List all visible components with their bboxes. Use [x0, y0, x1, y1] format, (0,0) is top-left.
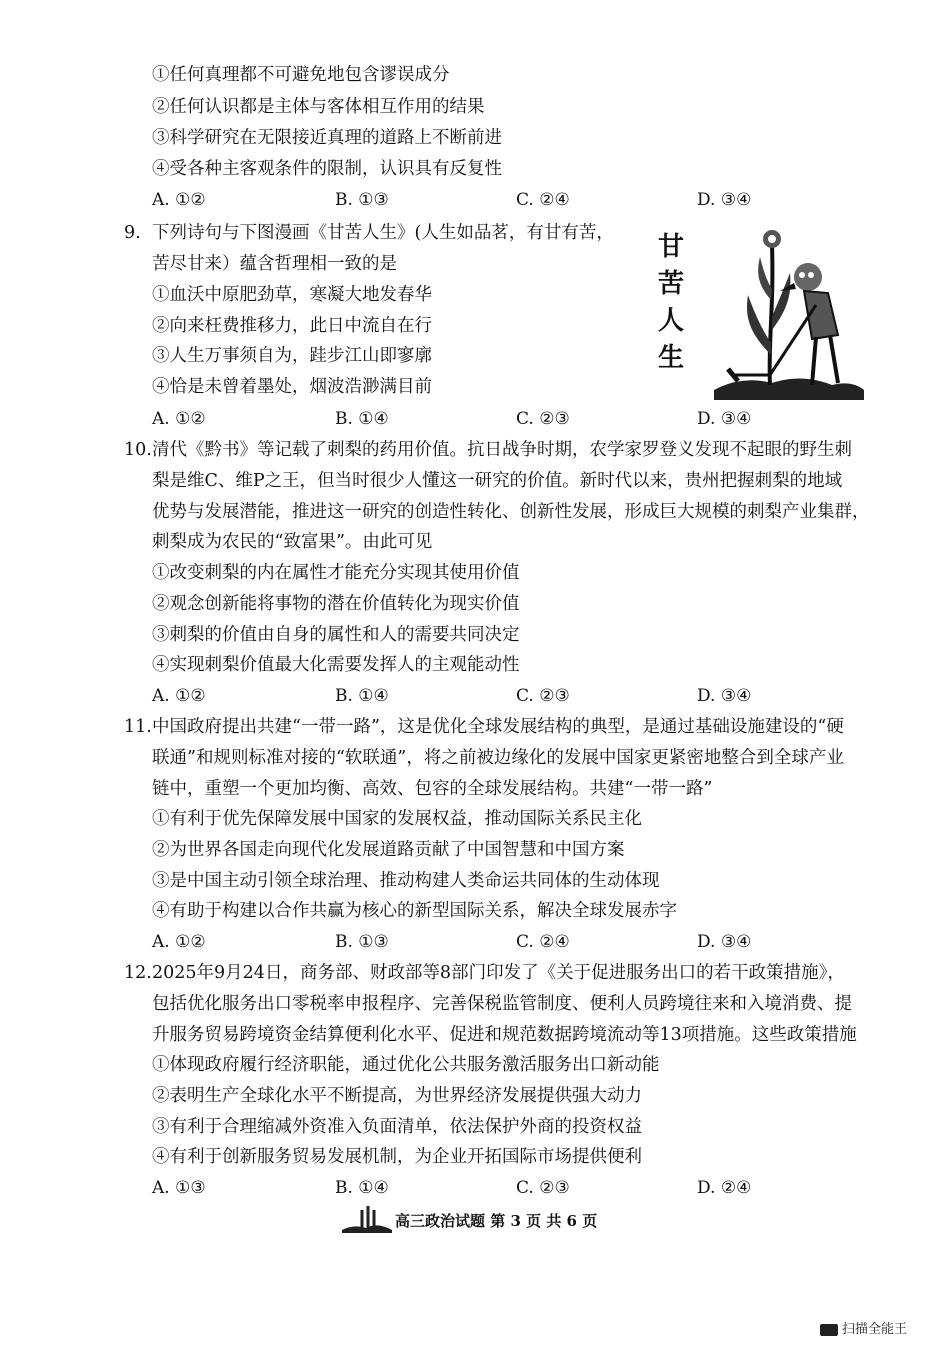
q11-statement-4: ④有助于构建以合作共赢为核心的新型国际关系，解决全球发展赤字: [152, 901, 677, 921]
q9-stem-line-1: 下列诗句与下图漫画《甘苦人生》(人生如品茗，有甘有苦，: [152, 223, 614, 243]
q12-statement-1: ①体现政府履行经济职能，通过优化公共服务激活服务出口新动能: [152, 1055, 660, 1075]
q9-option-a: A. ①②: [152, 409, 206, 429]
q10-option-a: A. ①②: [152, 686, 206, 706]
q12-option-d: D. ②④: [697, 1178, 752, 1198]
q10-statement-1: ①改变刺梨的内在属性才能充分实现其使用价值: [152, 563, 520, 583]
q11-option-a: A. ①②: [152, 932, 206, 952]
q12-stem-line-3: 升服务贸易跨境资金结算便利化水平、促进和规范数据跨境流动等13项措施。这些政策措施: [152, 1025, 857, 1045]
q9-statement-4: ④恰是未曾着墨处，烟波浩渺满目前: [152, 377, 432, 397]
q10-statement-2: ②观念创新能将事物的潜在价值转化为现实价值: [152, 594, 520, 614]
q11-option-b: B. ①③: [335, 932, 389, 952]
q8-option-b: B. ①③: [335, 190, 389, 210]
q9-option-d: D. ③④: [697, 409, 752, 429]
scanner-brand-label: 扫描全能王: [842, 1322, 908, 1337]
q12-number: 12.: [124, 963, 152, 983]
cartoon-person-legs: [812, 335, 838, 385]
q12-statement-4: ④有利于创新服务贸易发展机制，为企业开拓国际市场提供便利: [152, 1147, 642, 1167]
q8-statement-2: ②任何认识都是主体与客体相互作用的结果: [152, 97, 485, 117]
q9-stem-line-2: 苦尽甘来）蕴含哲理相一致的是: [152, 254, 397, 274]
cartoon-plant-leaf: [758, 257, 772, 300]
q9-statement-1: ①血沃中原肥劲草，寒凝大地发春华: [152, 285, 432, 305]
page-footer: 高三政治试题 第 3 页 共 6 页: [395, 1212, 598, 1230]
q9-option-b: B. ①④: [335, 409, 389, 429]
cartoon-plant-stalk: [770, 245, 773, 385]
q9-option-c: C. ②③: [516, 409, 570, 429]
q9-number: 9.: [124, 223, 141, 243]
q11-option-c: C. ②④: [516, 932, 570, 952]
q12-option-b: B. ①④: [335, 1178, 389, 1198]
q12-statement-3: ③有利于合理缩减外资准入负面清单，依法保护外商的投资权益: [152, 1117, 642, 1137]
cartoon-drawing: [652, 225, 872, 405]
q10-stem-line-4: 刺梨成为农民的“致富果”。由此可见: [152, 532, 433, 552]
q10-stem-line-3: 优势与发展潜能，推进这一研究的创造性转化、创新性发展，形成巨大规模的刺梨产业集群，: [152, 502, 870, 522]
q9-statement-3: ③人生万事须自为，跬步江山即寥廓: [152, 346, 432, 366]
q11-statement-1: ①有利于优先保障发展中国家的发展权益，推动国际关系民主化: [152, 809, 642, 829]
q11-option-d: D. ③④: [697, 932, 752, 952]
q10-option-d: D. ③④: [697, 686, 752, 706]
q12-stem-line-2: 包括优化服务出口零税率申报程序、完善保税监管制度、便利人员跨境往来和入境消费、提: [152, 994, 852, 1014]
q10-number: 10.: [124, 440, 152, 460]
q8-option-c: C. ②④: [516, 190, 570, 210]
cartoon-ganku-rensheng: [652, 225, 872, 405]
cartoon-plant-leaf: [772, 273, 790, 330]
q10-option-c: C. ②③: [516, 686, 570, 706]
cartoon-person-eye: [799, 272, 805, 278]
cartoon-plant-leaf: [747, 295, 771, 355]
q10-statement-3: ③刺梨的价值由自身的属性和人的需要共同决定: [152, 625, 520, 645]
q8-statement-3: ③科学研究在无限接近真理的道路上不断前进: [152, 128, 502, 148]
cartoon-title: 甘苦人生: [657, 232, 684, 373]
scanner-logo-icon: [820, 1324, 838, 1336]
q11-stem-line-2: 联通”和规则标准对接的“软联通”，将之前被边缘化的发展中国家更紧密地整合到全球产业: [152, 748, 844, 768]
q10-stem-line-1: 清代《黔书》等记载了刺梨的药用价值。抗日战争时期，农学家罗登义发现不起眼的野生刺: [152, 440, 852, 460]
footer-stamp-icon: [340, 1202, 394, 1234]
q12-stem-line-1: 2025年9月24日，商务部、财政部等8部门印发了《关于促进服务出口的若干政策措施》，: [152, 963, 845, 983]
q11-stem-line-3: 链中，重塑一个更加均衡、高效、包容的全球发展结构。共建“一带一路”: [152, 779, 713, 799]
q10-stem-line-2: 梨是维C、维P之王，但当时很少人懂这一研究的价值。新时代以来，贵州把握刺梨的地域: [152, 471, 843, 491]
q12-option-a: A. ①③: [152, 1178, 206, 1198]
q10-statement-4: ④实现刺梨价值最大化需要发挥人的主观能动性: [152, 655, 520, 675]
q8-statement-4: ④受各种主客观条件的限制，认识具有反复性: [152, 159, 502, 179]
q8-option-a: A. ①②: [152, 190, 206, 210]
scanner-brand: [820, 1318, 907, 1337]
q8-option-d: D. ③④: [697, 190, 752, 210]
q12-option-c: C. ②③: [516, 1178, 570, 1198]
q10-option-b: B. ①④: [335, 686, 389, 706]
q11-stem-line-1: 中国政府提出共建“一带一路”，这是优化全球发展结构的典型，是通过基础设施建设的“硬: [152, 717, 844, 737]
q9-statement-2: ②向来枉费推移力，此日中流自在行: [152, 316, 432, 336]
cartoon-person-eye: [808, 272, 814, 278]
q11-statement-3: ③是中国主动引领全球治理、推动构建人类命运共同体的生动体现: [152, 871, 660, 891]
q11-statement-2: ②为世界各国走向现代化发展道路贡献了中国智慧和中国方案: [152, 840, 625, 860]
q8-statement-1: ①任何真理都不可避免地包含谬误成分: [152, 65, 450, 85]
q11-number: 11.: [124, 717, 152, 737]
cartoon-person-head: [794, 263, 822, 291]
cartoon-flower: [768, 235, 776, 243]
q12-statement-2: ②表明生产全球化水平不断提高，为世界经济发展提供强大动力: [152, 1086, 642, 1106]
